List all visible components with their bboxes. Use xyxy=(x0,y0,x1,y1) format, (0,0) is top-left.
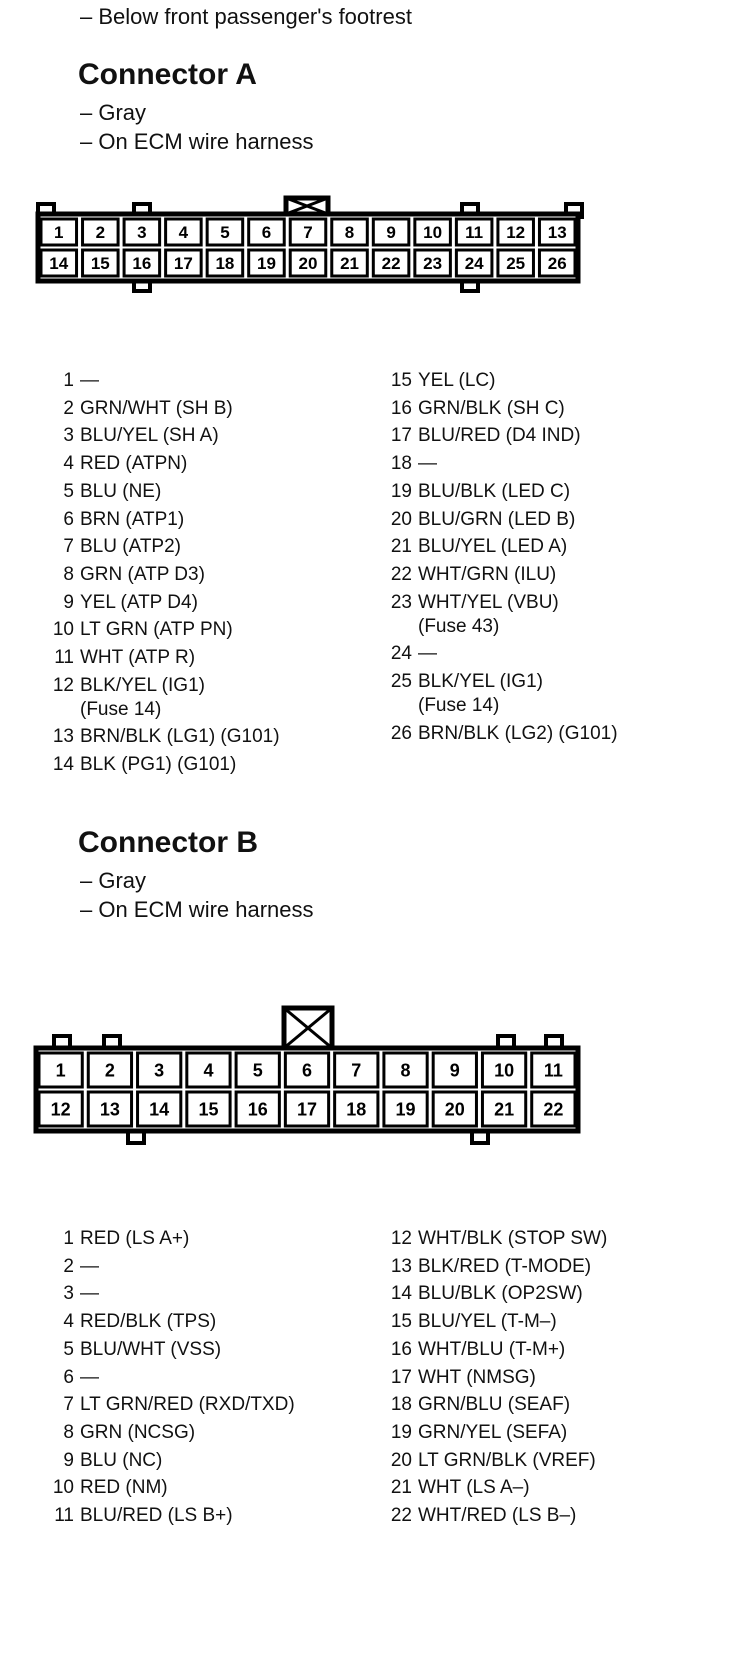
terminal-number: 3 xyxy=(137,223,147,243)
pin-entry xyxy=(52,754,237,776)
terminal-number: 18 xyxy=(346,1099,367,1120)
pin-wire-label: GRN/WHT (SH B) xyxy=(80,397,233,419)
pin-number: 14 xyxy=(390,1283,412,1305)
pin-wire-label: GRN/BLK (SH C) xyxy=(418,397,565,419)
terminal-number: 15 xyxy=(90,254,110,274)
pin-wire-label: BLU/BLK (OP2SW) xyxy=(418,1283,583,1305)
pin-wire-label: BRN/BLK (LG2) (G101) xyxy=(418,722,618,744)
pin-wire-label: YEL (ATP D4) xyxy=(80,591,198,613)
pin-number: 9 xyxy=(63,1449,74,1471)
terminal-number: 5 xyxy=(252,1060,263,1081)
pin-wire-label: — xyxy=(80,1255,99,1277)
pin-number: 20 xyxy=(390,508,412,530)
pin-number: 18 xyxy=(390,453,412,475)
pin-wire-label: BLK/YEL (IG1) xyxy=(80,674,205,696)
pin-number: 25 xyxy=(390,671,412,692)
pin-wire-label: BRN (ATP1) xyxy=(80,508,185,530)
terminal-number: 22 xyxy=(381,254,401,274)
pin-number: 24 xyxy=(390,643,412,665)
pin-number: 8 xyxy=(63,563,74,585)
pin-number: 6 xyxy=(63,1366,74,1388)
terminal-number: 18 xyxy=(215,254,235,274)
pin-wire-label: GRN (NCSG) xyxy=(80,1421,196,1443)
location-note: – Below front passenger's footrest xyxy=(80,4,412,29)
pin-number: 5 xyxy=(63,480,74,502)
pin-entry xyxy=(63,1338,222,1361)
terminal-number: 20 xyxy=(298,254,318,274)
pin-number: 21 xyxy=(390,536,412,558)
pin-entry xyxy=(390,722,618,745)
pin-entry xyxy=(390,1477,530,1499)
pin-wire-label: — xyxy=(80,1366,99,1388)
pin-number: 3 xyxy=(63,425,74,447)
terminal-number: 19 xyxy=(257,254,276,274)
pin-wire-label: BLU (NC) xyxy=(80,1449,163,1471)
terminal-number: 19 xyxy=(395,1099,416,1120)
terminal-number: 5 xyxy=(220,223,230,243)
terminal-number: 11 xyxy=(465,223,484,243)
pin-number: 22 xyxy=(390,1505,412,1526)
terminal-number: 21 xyxy=(340,254,359,274)
pin-wire-label: BRN/BLK (LG1) (G101) xyxy=(80,726,280,748)
pin-number: 1 xyxy=(63,370,74,391)
pin-wire-label: BLU/RED (LS B+) xyxy=(80,1505,233,1526)
terminal-number: 2 xyxy=(95,223,106,243)
pin-wire-label: — xyxy=(418,643,437,665)
pin-number: 6 xyxy=(63,508,74,530)
terminal-number: 16 xyxy=(132,254,152,274)
pin-number: 4 xyxy=(63,1311,74,1333)
terminal-number: 3 xyxy=(154,1060,165,1081)
terminal-number: 13 xyxy=(99,1099,120,1120)
pin-wire-label: GRN/BLU (SEAF) xyxy=(418,1394,571,1416)
pin-entry xyxy=(390,1394,571,1416)
pin-wire-label: WHT (NMSG) xyxy=(418,1366,536,1388)
pin-wire-label: BLK (PG1) (G101) xyxy=(80,754,237,776)
terminal-number: 15 xyxy=(198,1099,219,1120)
pin-wire-label: WHT/BLU (T-M+) xyxy=(418,1338,566,1360)
pin-entry xyxy=(63,1366,99,1389)
connector-b-color-note: – Gray xyxy=(80,868,147,893)
terminal-number: 26 xyxy=(547,254,567,274)
terminal-number: 11 xyxy=(543,1060,563,1081)
pin-entry xyxy=(63,1283,99,1305)
pin-number: 19 xyxy=(390,1421,412,1443)
pin-number: 12 xyxy=(390,1228,412,1249)
terminal-number: 17 xyxy=(173,254,193,274)
pin-number: 13 xyxy=(52,726,74,748)
connector-b-title: Connector B xyxy=(78,826,258,859)
pin-entry xyxy=(390,480,571,503)
pin-wire-label: WHT/YEL (VBU) xyxy=(418,591,559,613)
pin-number: 2 xyxy=(63,1255,74,1277)
connector-b-location-note: – On ECM wire harness xyxy=(80,897,314,922)
pin-entry xyxy=(390,1255,592,1278)
pin-number: 20 xyxy=(390,1449,412,1471)
connector-b-notes xyxy=(80,866,314,924)
pin-wire-label: WHT/BLK (STOP SW) xyxy=(418,1228,608,1249)
connector-a-location-note: – On ECM wire harness xyxy=(80,129,314,154)
pin-wire-label: BLU (NE) xyxy=(80,480,162,502)
pin-wire-label: WHT/RED (LS B–) xyxy=(418,1505,577,1526)
terminal-number: 1 xyxy=(54,223,64,243)
terminal-number: 14 xyxy=(149,1099,170,1120)
pin-wire-label: WHT/GRN (ILU) xyxy=(418,563,557,585)
pin-number: 15 xyxy=(390,1311,412,1333)
pin-wire-label: WHT (ATP R) xyxy=(80,647,196,668)
pin-wire-note: (Fuse 14) xyxy=(80,698,162,720)
pin-number: 3 xyxy=(63,1283,74,1305)
pin-number: 26 xyxy=(390,722,412,744)
terminal-number: 20 xyxy=(444,1099,465,1120)
pin-entry xyxy=(63,397,233,420)
terminal-number: 25 xyxy=(506,254,526,274)
pin-number: 16 xyxy=(390,1338,412,1360)
pin-entry xyxy=(52,1477,168,1499)
terminal-number: 4 xyxy=(178,223,189,243)
pin-entry xyxy=(390,671,543,716)
pin-wire-label: LT GRN (ATP PN) xyxy=(80,619,233,641)
terminal-number: 6 xyxy=(261,223,272,243)
pin-wire-label: — xyxy=(80,370,99,391)
pin-wire-label: — xyxy=(418,453,437,475)
terminal-number: 13 xyxy=(547,223,567,243)
pin-entry xyxy=(63,1228,190,1250)
pin-entry xyxy=(390,508,576,531)
terminal-number: 7 xyxy=(303,223,313,243)
pin-number: 16 xyxy=(390,397,412,419)
pin-entry xyxy=(390,591,559,637)
terminal-number: 2 xyxy=(104,1060,115,1081)
terminal-number: 23 xyxy=(423,254,443,274)
pin-number: 21 xyxy=(390,1477,412,1499)
pin-entry xyxy=(390,370,496,392)
pin-wire-label: BLK/RED (T-MODE) xyxy=(418,1255,592,1277)
pin-number: 19 xyxy=(390,480,412,502)
pin-wire-label: — xyxy=(80,1283,99,1305)
terminal-number: 21 xyxy=(494,1099,515,1120)
connector-a-color-note: – Gray xyxy=(80,100,147,125)
pin-number: 15 xyxy=(390,370,412,391)
pin-entry xyxy=(390,1338,566,1361)
terminal-number: 8 xyxy=(344,223,355,243)
pin-wire-label: BLU/GRN (LED B) xyxy=(418,508,576,530)
pin-entry xyxy=(52,726,280,748)
pin-wire-label: BLK/YEL (IG1) xyxy=(418,671,543,692)
pin-number: 12 xyxy=(52,674,74,696)
pin-wire-note: (Fuse 43) xyxy=(418,615,500,637)
pin-entry xyxy=(63,508,185,531)
pin-entry xyxy=(390,397,565,420)
pin-entry xyxy=(63,453,188,475)
terminal-number: 16 xyxy=(247,1099,268,1120)
pin-wire-label: LT GRN/RED (RXD/TXD) xyxy=(80,1394,295,1416)
pin-entry xyxy=(63,1421,196,1444)
pin-number: 7 xyxy=(63,1394,74,1416)
pin-entry xyxy=(63,1394,295,1416)
pin-entry xyxy=(390,1505,577,1527)
pin-entry xyxy=(63,370,99,392)
terminal-number: 24 xyxy=(464,254,484,274)
pin-number: 14 xyxy=(52,754,74,776)
pin-entry xyxy=(63,1255,99,1278)
pin-number: 9 xyxy=(63,591,74,613)
pin-wire-label: RED (ATPN) xyxy=(80,453,188,475)
pin-entry xyxy=(390,1311,557,1333)
pin-entry xyxy=(52,619,233,641)
pin-wire-label: BLU/YEL (T-M–) xyxy=(418,1311,557,1333)
pin-entry xyxy=(63,563,205,586)
pin-number: 10 xyxy=(52,1477,74,1499)
terminal-number: 12 xyxy=(506,223,526,243)
pin-number: 17 xyxy=(390,1366,412,1388)
pin-entry xyxy=(63,480,162,503)
pin-entry xyxy=(390,563,557,586)
pin-wire-note: (Fuse 14) xyxy=(418,695,500,716)
pin-entry xyxy=(63,1311,217,1333)
terminal-number: 9 xyxy=(449,1060,460,1081)
pin-wire-label: BLU/BLK (LED C) xyxy=(418,480,571,502)
pin-wire-label: RED/BLK (TPS) xyxy=(80,1311,217,1333)
pin-number: 11 xyxy=(54,647,74,668)
pin-entry xyxy=(63,425,219,447)
pin-entry xyxy=(54,647,196,669)
terminal-number: 1 xyxy=(55,1060,66,1081)
pin-entry xyxy=(390,1228,608,1250)
pin-number: 11 xyxy=(54,1505,74,1526)
pin-entry xyxy=(390,1421,568,1444)
pin-wire-label: BLU/WHT (VSS) xyxy=(80,1338,222,1360)
pin-number: 13 xyxy=(390,1255,412,1277)
pin-number: 18 xyxy=(390,1394,412,1416)
pin-entry xyxy=(63,591,198,614)
pin-number: 10 xyxy=(52,619,74,641)
terminal-number: 12 xyxy=(50,1099,71,1120)
pin-wire-label: BLU/YEL (SH A) xyxy=(80,425,219,447)
pin-wire-label: GRN (ATP D3) xyxy=(80,563,205,585)
pin-wire-label: RED (LS A+) xyxy=(80,1228,190,1249)
pin-entry xyxy=(390,643,437,665)
terminal-number: 17 xyxy=(296,1099,318,1120)
terminal-number: 22 xyxy=(543,1099,564,1120)
pin-number: 2 xyxy=(63,397,74,419)
pin-number: 5 xyxy=(63,1338,74,1360)
pin-entry xyxy=(52,674,205,720)
pin-wire-label: GRN/YEL (SEFA) xyxy=(418,1421,568,1443)
pin-entry xyxy=(390,1366,536,1389)
pin-wire-label: LT GRN/BLK (VREF) xyxy=(418,1449,596,1471)
terminal-number: 6 xyxy=(301,1060,313,1081)
pin-wire-label: RED (NM) xyxy=(80,1477,168,1499)
pin-wire-label: BLU (ATP2) xyxy=(80,536,182,558)
pin-wire-label: BLU/YEL (LED A) xyxy=(418,536,568,558)
pin-number: 7 xyxy=(63,536,74,558)
pin-entry xyxy=(390,425,581,447)
terminal-number: 7 xyxy=(351,1060,362,1081)
pin-entry xyxy=(390,453,437,475)
terminal-number: 14 xyxy=(49,254,69,274)
connector-a-title: Connector A xyxy=(78,58,257,91)
terminal-number: 9 xyxy=(386,223,396,243)
connector-a-notes xyxy=(80,98,314,156)
pin-wire-label: BLU/RED (D4 IND) xyxy=(418,425,581,447)
pin-wire-label: YEL (LC) xyxy=(418,370,496,391)
pin-entry xyxy=(390,1283,583,1305)
pin-number: 1 xyxy=(63,1228,74,1249)
terminal-number: 10 xyxy=(423,223,443,243)
pin-entry xyxy=(63,536,182,558)
terminal-number: 4 xyxy=(203,1060,214,1081)
pin-number: 17 xyxy=(390,425,412,447)
pin-number: 23 xyxy=(390,591,412,613)
pin-number: 22 xyxy=(390,563,412,585)
terminal-number: 8 xyxy=(400,1060,411,1081)
pin-wire-label: WHT (LS A–) xyxy=(418,1477,530,1499)
pin-entry xyxy=(63,1449,163,1472)
pin-number: 8 xyxy=(63,1421,74,1443)
pin-entry xyxy=(390,1449,596,1472)
connector-a-diagram xyxy=(0,190,736,320)
connector-b-diagram xyxy=(0,1000,736,1160)
pin-entry xyxy=(54,1505,233,1527)
pin-number: 4 xyxy=(63,453,74,475)
pin-entry xyxy=(390,536,568,558)
terminal-number: 10 xyxy=(494,1060,515,1081)
